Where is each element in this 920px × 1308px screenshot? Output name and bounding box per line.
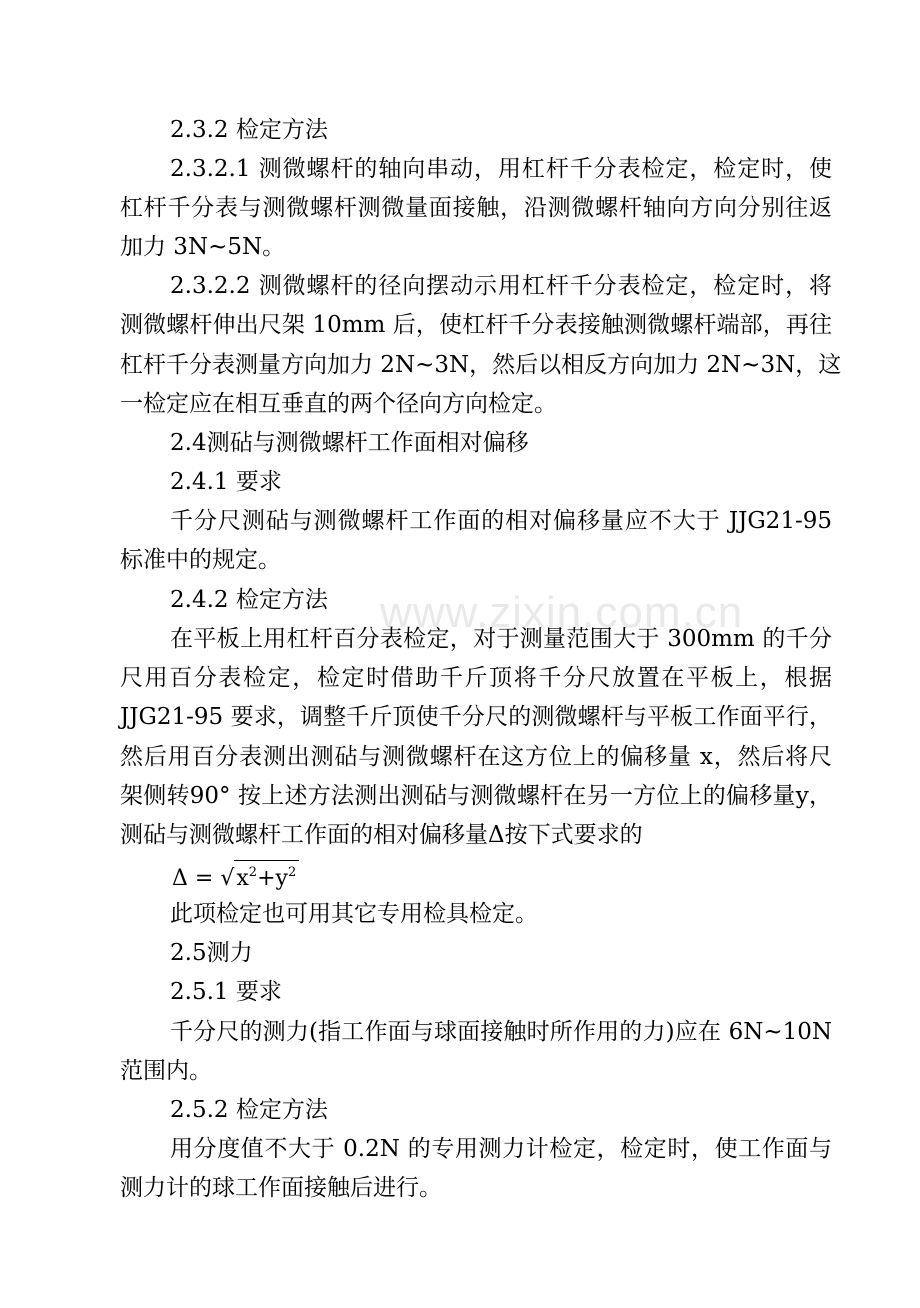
heading-2-4-2: 2.4.2 检定方法 [170, 587, 328, 613]
formula-equals: = [194, 866, 214, 891]
paragraph-line: 范围内。 [120, 1058, 212, 1084]
heading-2-4: 2.4测砧与测微螺杆工作面相对偏移 [170, 430, 529, 456]
paragraph-line: 然后用百分表测出测砧与测微螺杆在这方位上的偏移量 x，然后将尺 [120, 744, 832, 770]
formula-delta: Δ [172, 866, 188, 891]
watermark: www.zixin.com.cn [380, 588, 744, 637]
formula-y: y [275, 866, 288, 891]
heading-2-5-2: 2.5.2 检定方法 [170, 1097, 328, 1123]
paragraph-line: 杠杆千分表与测微螺杆测微量面接触，沿测微螺杆轴向方向分别往返 [120, 195, 832, 221]
formula-plus: + [257, 866, 276, 891]
formula-exponent: 2 [248, 865, 258, 880]
formula-radicand [234, 860, 299, 891]
heading-2-3-2: 2.3.2 检定方法 [170, 117, 328, 143]
paragraph-line: 尺用百分表检定，检定时借助千斤顶将千分尺放置在平板上，根据 [120, 665, 832, 691]
paragraph-line: 2.3.2.1 测微螺杆的轴向串动，用杠杆千分表检定，检定时，使 [170, 156, 832, 182]
formula-x: x [236, 866, 249, 891]
paragraph-line: 测力计的球工作面接触后进行。 [120, 1175, 442, 1201]
paragraph-line: JJG21-95 要求，调整千斤顶使千分尺的测微螺杆与平板工作面平行， [120, 704, 832, 730]
paragraph-line: 测砧与测微螺杆工作面的相对偏移量Δ按下式要求的 [120, 822, 643, 848]
paragraph-line: 千分尺测砧与测微螺杆工作面的相对偏移量应不大于 JJG21-95 [170, 508, 832, 534]
paragraph-line: 加力 3N~5N。 [120, 234, 286, 260]
paragraph-line: 架侧转90° 按上述方法测出测砧与测微螺杆在另一方位上的偏移量y， [120, 783, 832, 809]
radical-icon: √ [220, 866, 235, 891]
paragraph-line: 此项检定也可用其它专用检具检定。 [170, 901, 538, 927]
offset-formula [172, 860, 299, 894]
paragraph-line: 在平板上用杠杆百分表检定，对于测量范围大于 300mm 的千分 [170, 626, 832, 652]
paragraph-line: 标准中的规定。 [120, 547, 281, 573]
heading-2-4-1: 2.4.1 要求 [170, 469, 282, 495]
paragraph-line: 一检定应在相互垂直的两个径向方向检定。 [120, 391, 557, 417]
heading-2-5: 2.5测力 [170, 940, 253, 966]
formula-exponent: 2 [287, 865, 297, 880]
paragraph-line: 千分尺的测力(指工作面与球面接触时所作用的力)应在 6N~10N [170, 1019, 832, 1045]
paragraph-line: 用分度值不大于 0.2N 的专用测力计检定，检定时，使工作面与 [170, 1136, 832, 1162]
heading-2-5-1: 2.5.1 要求 [170, 979, 282, 1005]
paragraph-line: 2.3.2.2 测微螺杆的径向摆动示用杠杆千分表检定，检定时，将 [170, 273, 832, 299]
paragraph-line: 杠杆千分表测量方向加力 2N~3N，然后以相反方向加力 2N~3N，这 [120, 352, 842, 378]
paragraph-line: 测微螺杆伸出尺架 10mm 后，使杠杆千分表接触测微螺杆端部，再往 [120, 312, 832, 338]
